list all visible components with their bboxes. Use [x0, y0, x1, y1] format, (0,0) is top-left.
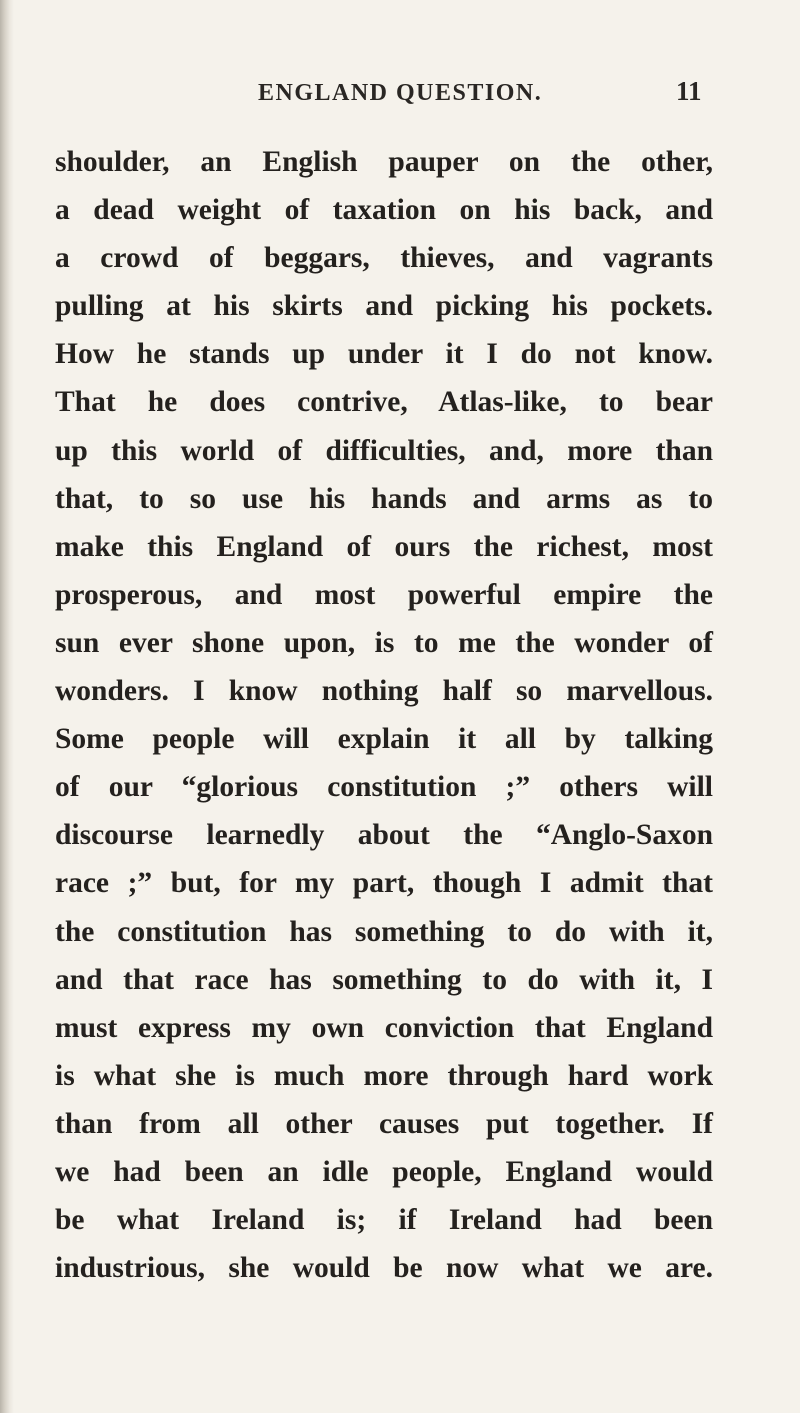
text-line: race ;” but, for my part, though I admit that — [55, 867, 713, 900]
text-line: wonders. I know nothing half so marvellous. — [55, 675, 713, 708]
text-line: pulling at his skirts and picking his pockets. — [55, 290, 713, 323]
text-line: up this world of difficulties, and, more than — [55, 434, 713, 467]
text-line: Some people will explain it all by talking — [55, 723, 713, 756]
text-line: and that race has something to do with it, I — [55, 963, 713, 996]
body-text — [55, 138, 713, 1292]
text-line: discourse learnedly about the “Anglo-Saxon — [55, 819, 713, 852]
text-line: the constitution has something to do with it, — [55, 915, 713, 948]
text-line: that, to so use his hands and arms as to — [55, 482, 713, 515]
text-line: a dead weight of taxation on his back, and — [55, 194, 713, 227]
page-binding-edge — [0, 0, 14, 1413]
text-line: must express my own conviction that England — [55, 1011, 713, 1044]
page-number: 11 — [676, 76, 702, 106]
text-line: be what Ireland is; if Ireland had been — [55, 1204, 713, 1237]
text-line: prosperous, and most powerful empire the — [55, 578, 713, 611]
text-line: than from all other causes put together. If — [55, 1107, 713, 1140]
text-line: How he stands up under it I do not know. — [55, 338, 713, 371]
text-line: is what she is much more through hard work — [55, 1059, 713, 1092]
running-title: ENGLAND QUESTION. — [258, 80, 543, 106]
text-line: of our “glorious constitution ;” others will — [55, 771, 713, 804]
text-line: industrious, she would be now what we are. — [55, 1252, 713, 1285]
text-line: shoulder, an English pauper on the other, — [55, 146, 713, 178]
text-line: we had been an idle people, England would — [55, 1155, 713, 1188]
text-line: a crowd of beggars, thieves, and vagrants — [55, 242, 713, 275]
text-line: sun ever shone upon, is to me the wonder of — [55, 626, 713, 659]
text-line: That he does contrive, Atlas-like, to bear — [55, 386, 713, 419]
text-line: make this England of ours the richest, most — [55, 530, 713, 563]
